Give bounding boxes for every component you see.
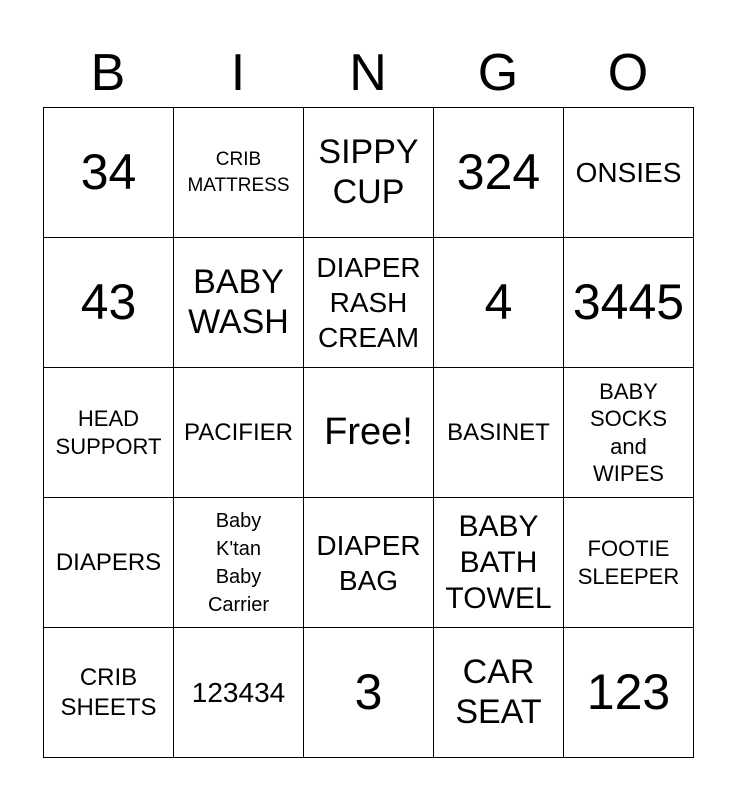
- bingo-cell-r2c2[interactable]: [174, 238, 304, 368]
- cell-text: PACIFIER: [184, 418, 293, 446]
- cell-text: BABY WASH: [188, 263, 289, 341]
- bingo-cell-r3c4[interactable]: [434, 368, 564, 498]
- bingo-cell-r1c3[interactable]: [304, 108, 434, 238]
- bingo-cell-r1c2[interactable]: [174, 108, 304, 238]
- bingo-cell-r3c1[interactable]: [44, 368, 174, 498]
- cell-text: 123: [586, 664, 671, 721]
- bingo-cell-r3c2[interactable]: [174, 368, 304, 498]
- bingo-cell-r1c4[interactable]: [434, 108, 564, 238]
- bingo-cell-r2c1[interactable]: [44, 238, 174, 368]
- cell-text: ONSIES: [575, 157, 682, 188]
- header-letter-g: G: [477, 44, 519, 102]
- cell-text: CRIB MATTRESS: [187, 148, 290, 196]
- bingo-board: [43, 107, 694, 758]
- bingo-header: [43, 40, 693, 106]
- header-letter-o: O: [607, 44, 649, 102]
- cell-text: 324: [456, 144, 541, 201]
- cell-text: FOOTIE SLEEPER: [577, 536, 680, 589]
- bingo-cell-r5c4[interactable]: [434, 628, 564, 758]
- bingo-cell-r4c3[interactable]: [304, 498, 434, 628]
- cell-text: BABY SOCKS and WIPES: [589, 378, 668, 486]
- cell-text: Baby K'tan Baby Carrier: [207, 509, 270, 616]
- bingo-cell-r1c1[interactable]: [44, 108, 174, 238]
- cell-text: DIAPERS: [55, 548, 162, 576]
- cell-text: SIPPY CUP: [318, 133, 419, 211]
- cell-text: 43: [80, 274, 137, 331]
- cell-text: 4: [484, 274, 513, 331]
- bingo-cell-r1c5[interactable]: [564, 108, 694, 238]
- cell-text: DIAPER RASH CREAM: [316, 252, 421, 353]
- bingo-cell-r3c3[interactable]: [304, 368, 434, 498]
- bingo-cell-r4c1[interactable]: [44, 498, 174, 628]
- bingo-cell-r2c3[interactable]: [304, 238, 434, 368]
- cell-text: 3445: [572, 274, 685, 331]
- bingo-cell-r5c5[interactable]: [564, 628, 694, 758]
- cell-text: 3: [354, 664, 383, 721]
- cell-text: DIAPER BAG: [316, 529, 421, 596]
- header-letter-b: B: [90, 44, 126, 102]
- bingo-cell-r3c5[interactable]: [564, 368, 694, 498]
- bingo-cell-r4c2[interactable]: [174, 498, 304, 628]
- cell-text: CAR SEAT: [455, 653, 542, 731]
- cell-text: HEAD SUPPORT: [55, 406, 162, 459]
- bingo-cell-r4c4[interactable]: [434, 498, 564, 628]
- cell-text: BASINET: [447, 418, 550, 446]
- bingo-cell-r4c5[interactable]: [564, 498, 694, 628]
- cell-text: Free!: [324, 410, 413, 453]
- header-letter-n: N: [349, 44, 387, 102]
- cell-text: 123434: [191, 677, 286, 708]
- bingo-cell-r5c1[interactable]: [44, 628, 174, 758]
- cell-text: 34: [80, 144, 137, 201]
- bingo-cell-r2c4[interactable]: [434, 238, 564, 368]
- bingo-cell-r5c3[interactable]: [304, 628, 434, 758]
- header-letter-i: I: [230, 44, 246, 102]
- bingo-cell-r5c2[interactable]: [174, 628, 304, 758]
- cell-text: CRIB SHEETS: [60, 663, 157, 721]
- bingo-cell-r2c5[interactable]: [564, 238, 694, 368]
- cell-text: BABY BATH TOWEL: [445, 509, 552, 615]
